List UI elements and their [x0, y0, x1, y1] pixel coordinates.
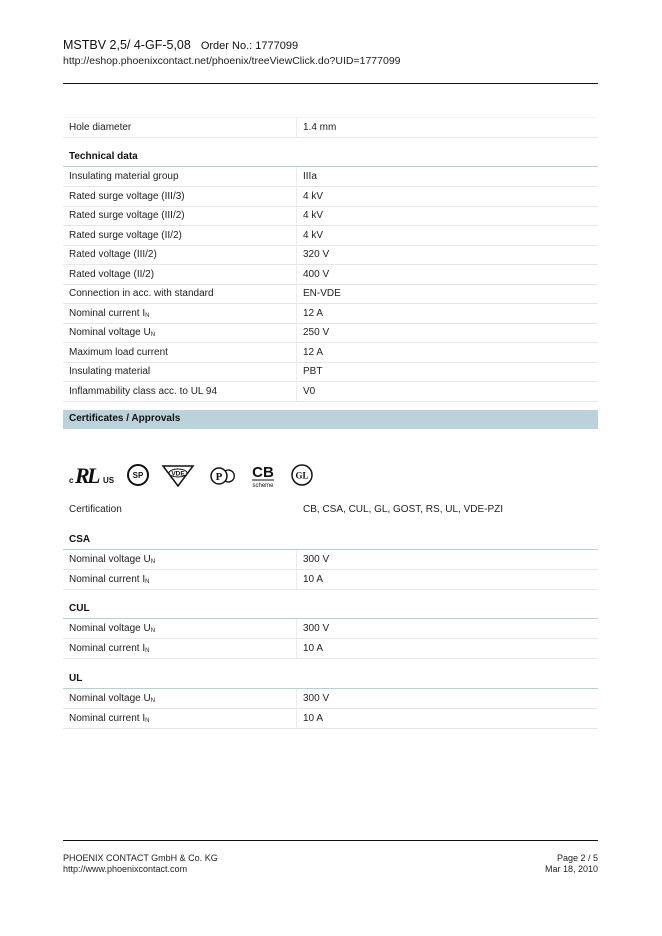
row-key-text: Rated surge voltage (III/3) [69, 190, 185, 202]
csa-logo-icon [125, 461, 151, 489]
column-divider [296, 570, 297, 590]
technical-data-row [63, 226, 598, 246]
row-key-text: Inflammability class acc. to UL 94 [69, 385, 218, 397]
row-value: 4 kV [303, 190, 324, 202]
row-value: 12 A [303, 346, 324, 358]
row-key [69, 191, 185, 202]
technical-data-row [63, 382, 598, 402]
column-divider [296, 245, 297, 265]
technical-data-row [63, 284, 598, 304]
group-heading-cul: CUL [69, 603, 90, 614]
row-key-text: Rated surge voltage (III/2) [69, 210, 185, 221]
column-divider [296, 206, 297, 226]
footer-page-number: Page 2 / 5 [556, 853, 598, 863]
gl-logo-icon [289, 461, 315, 489]
row-key-subscript: N [150, 559, 156, 565]
row-value: 4 kV [303, 229, 324, 241]
svg-text:US: US [103, 476, 115, 485]
technical-data-row [63, 167, 598, 187]
row-value: PBT [303, 366, 323, 377]
technical-data-row [63, 265, 598, 285]
row-key [69, 249, 157, 260]
row-key [69, 327, 155, 338]
column-divider [296, 167, 297, 187]
row-key [69, 713, 149, 724]
row-value: 10 A [303, 713, 324, 724]
row-value: 300 V [303, 693, 330, 704]
row-key-subscript: N [145, 718, 150, 724]
column-divider [296, 639, 297, 659]
row-key [69, 554, 155, 565]
row-key-text: Nominal current I [69, 643, 146, 654]
technical-data-row [63, 323, 598, 343]
svg-text:c: c [69, 476, 74, 485]
vde-logo-icon [161, 461, 195, 489]
row-key-subscript: N [150, 332, 156, 338]
column-divider [296, 362, 297, 382]
svg-text:VDE: VDE [171, 470, 185, 478]
certification-key: Certification [69, 504, 122, 515]
row-key [69, 366, 150, 377]
technical-data-row [63, 304, 598, 324]
row-key [69, 574, 149, 585]
svg-text:P: P [215, 471, 223, 483]
group-heading-csa: CSA [69, 534, 91, 545]
row-key [69, 210, 185, 221]
row-value: 300 V [303, 554, 330, 565]
footer-date: Mar 18, 2010 [544, 864, 598, 874]
row-key-text: Nominal voltage U [69, 693, 151, 704]
group-row [63, 570, 598, 590]
column-divider [296, 550, 297, 570]
cb-scheme-logo-icon [247, 461, 279, 489]
footer-website[interactable]: http://www.phoenixcontact.com [63, 864, 188, 874]
culus-logo-icon [67, 461, 119, 489]
row-key-text: Nominal current I [69, 574, 146, 585]
row-key-text: Rated voltage (II/2) [69, 268, 155, 280]
technical-data-row [63, 362, 598, 382]
column-divider [296, 265, 297, 285]
row-value: 300 V [303, 623, 330, 634]
row-key-subscript: N [150, 628, 156, 634]
footer-company: PHOENIX CONTACT GmbH & Co. KG [63, 853, 218, 863]
row-value: 10 A [303, 643, 324, 654]
row-value: 320 V [303, 249, 330, 260]
row-key-text: Nominal current I [69, 307, 146, 319]
group-row [63, 639, 598, 659]
row-key [69, 288, 214, 299]
product-title: MSTBV 2,5/ 4-GF-5,08 [63, 38, 191, 52]
row-key [69, 347, 168, 358]
cb-scheme-text: scheme [252, 483, 274, 489]
svg-text:SP: SP [132, 471, 144, 480]
title-line [63, 38, 598, 52]
row-key-text: Nominal voltage U [69, 623, 151, 634]
row-key: Hole diameter [69, 122, 132, 133]
row-value: IIIa [303, 171, 317, 182]
row-value: 12 A [303, 307, 324, 319]
column-divider [296, 382, 297, 402]
row-value: V0 [303, 385, 316, 397]
header-rule [63, 83, 598, 84]
row-key [69, 308, 149, 319]
technical-data-row [63, 206, 598, 226]
column-divider [296, 323, 297, 343]
row-key-subscript: N [145, 579, 150, 585]
row-key [69, 693, 155, 704]
row-key-text: Nominal voltage U [69, 327, 151, 338]
technical-data-row [63, 343, 598, 363]
row-key-text: Rated surge voltage (II/2) [69, 229, 182, 241]
svg-text:GL: GL [295, 470, 309, 481]
column-divider [296, 304, 297, 324]
row-key-text: Nominal current I [69, 713, 146, 724]
row-key-text: Insulating material [69, 366, 151, 377]
row-value: 1.4 mm [303, 122, 337, 133]
row-value: EN-VDE [303, 288, 341, 299]
svg-text:R: R [75, 463, 90, 488]
hole-diameter-row [63, 117, 598, 138]
row-key-text: Insulating material group [69, 171, 179, 182]
row-value: 10 A [303, 574, 324, 585]
column-divider [296, 118, 297, 138]
svg-text:L: L [87, 463, 101, 488]
row-key [69, 230, 182, 241]
group-row [63, 689, 598, 709]
group-heading-ul: UL [69, 673, 83, 684]
column-divider [296, 187, 297, 207]
row-key-subscript: N [145, 648, 150, 654]
product-url[interactable]: http://eshop.phoenixcontact.net/phoenix/treeViewClick.do?UID=1777099 [63, 55, 401, 67]
column-divider [296, 709, 297, 729]
row-key [69, 623, 155, 634]
page-header [63, 38, 598, 67]
technical-data-heading: Technical data [69, 151, 138, 162]
gost-logo-icon [208, 461, 236, 489]
certificates-band [63, 410, 598, 429]
row-key-text: Nominal voltage U [69, 554, 151, 565]
approval-logos [63, 440, 323, 490]
row-value: 250 V [303, 327, 330, 338]
row-key [69, 386, 217, 397]
row-key-text: Rated voltage (III/2) [69, 249, 157, 260]
group-row [63, 619, 598, 639]
row-key [69, 643, 149, 654]
row-key-subscript: N [145, 312, 150, 319]
row-key-text: Connection in acc. with standard [69, 288, 214, 299]
footer-rule [63, 840, 598, 841]
certification-value: CB, CSA, CUL, GL, GOST, RS, UL, VDE-PZI [303, 504, 504, 515]
row-value: 400 V [303, 268, 330, 280]
column-divider [296, 619, 297, 639]
certification-row [63, 500, 598, 519]
column-divider [296, 343, 297, 363]
technical-data-row [63, 245, 598, 265]
row-key [69, 171, 179, 182]
column-divider [296, 226, 297, 246]
row-key [69, 269, 154, 280]
technical-data-row [63, 187, 598, 207]
svg-text:CB: CB [252, 464, 274, 481]
group-row [63, 550, 598, 570]
column-divider [296, 284, 297, 304]
group-row [63, 709, 598, 729]
row-key-subscript: N [150, 698, 156, 704]
row-key-text: Maximum load current [69, 346, 168, 358]
column-divider [296, 689, 297, 709]
row-value: 4 kV [303, 210, 324, 221]
certificates-heading: Certificates / Approvals [69, 413, 181, 424]
order-number: Order No.: 1777099 [200, 40, 299, 52]
